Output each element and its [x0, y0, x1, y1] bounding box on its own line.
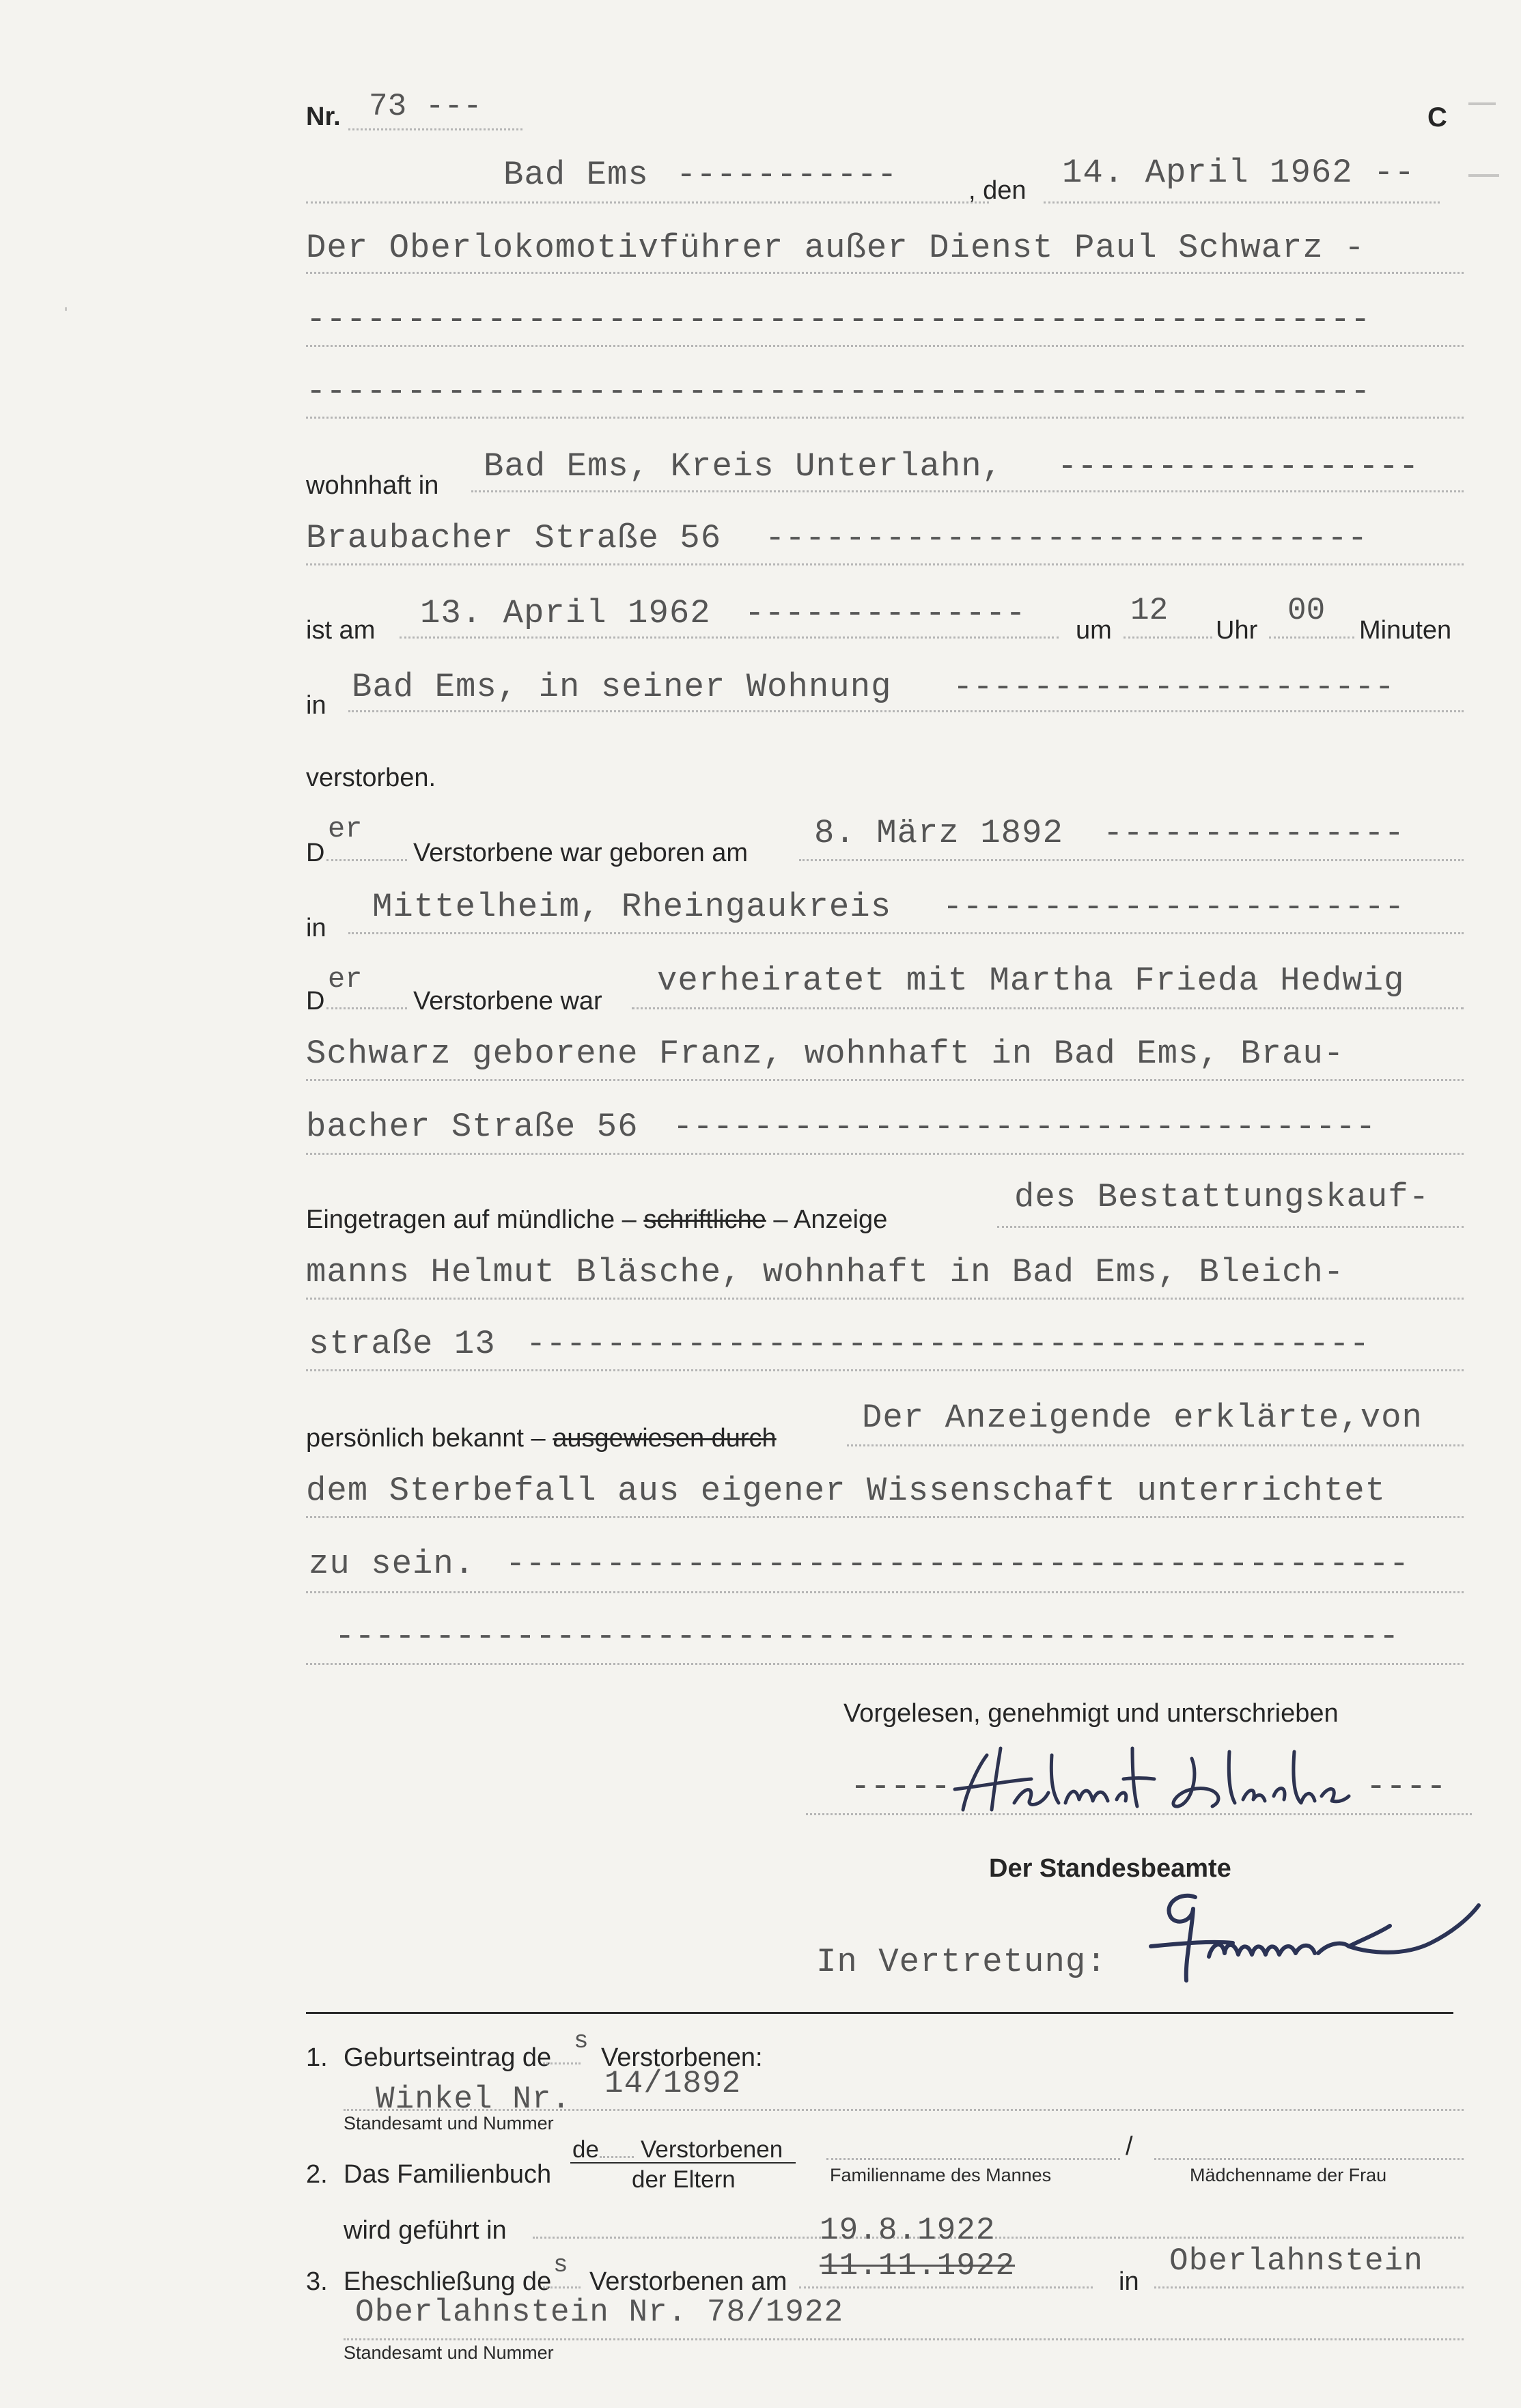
speck [65, 307, 67, 311]
marriage-line-3 [306, 1153, 1464, 1155]
birth-ending: er [328, 813, 363, 845]
declarant-line [306, 272, 1464, 274]
note-3-value-line [344, 2338, 1464, 2340]
in-label: in [306, 691, 326, 720]
filler-dashes: ---------------------- [953, 668, 1395, 706]
filler-dashes: ----- [850, 1767, 951, 1806]
verstorben-label: verstorben. [306, 764, 436, 792]
anzeige-text: – Anzeige [773, 1205, 888, 1234]
death-place: Bad Ems, in seiner Wohnung [352, 668, 892, 706]
note-2-verstorbenen: Verstorbenen [641, 2136, 783, 2163]
note-3-value: Oberlahnstein Nr. 78/1922 [355, 2295, 844, 2330]
nr-label: Nr. [306, 102, 341, 131]
birth-date: 8. März 1892 [814, 814, 1063, 852]
note-1-value-a: Winkel Nr. [376, 2082, 572, 2117]
marriage-text-3: bacher Straße 56 [306, 1108, 639, 1146]
bekannt-label [306, 1424, 777, 1453]
note-2-slash: / [1126, 2132, 1133, 2161]
residence-line-2 [306, 563, 1464, 565]
note-1-label-2: Verstorbenen: [601, 2043, 763, 2072]
section-divider [306, 2012, 1453, 2014]
note-3-label-2: Verstorbenen am [589, 2267, 787, 2296]
bleed-mark [1468, 102, 1496, 105]
husband-name-line [826, 2158, 1120, 2160]
note-2-eltern: der Eltern [632, 2166, 736, 2193]
wohnhaft-label: wohnhaft in [306, 471, 439, 500]
note-1-number: 1. [306, 2043, 328, 2072]
filler-dashes: ---- [1366, 1767, 1447, 1806]
d-prefix: D [306, 987, 325, 1016]
residence-line [471, 490, 1464, 492]
death-minutes: 00 [1287, 593, 1326, 628]
note-2-gefuehrt: wird geführt in [344, 2216, 507, 2245]
blank-line [306, 417, 1464, 419]
registrar-signature [1144, 1878, 1485, 1994]
den-label: , den [968, 176, 1027, 205]
residence-text-2: Braubacher Straße 56 [306, 519, 722, 557]
birth-place-line [348, 932, 1464, 934]
birth-place: Mittelheim, Rheingaukreis [372, 888, 892, 926]
residence-text-1: Bad Ems, Kreis Unterlahn, [484, 447, 1003, 486]
note-3-ending: s [553, 2251, 568, 2279]
filler-dashes: ----------------------------------------------------- [335, 1617, 1399, 1655]
struck-ausgewiesen: ausgewiesen durch [553, 1424, 777, 1453]
filler-dashes: ------------------------------ [765, 519, 1368, 557]
identity-line-1 [847, 1444, 1464, 1446]
wife-name-line [1154, 2158, 1464, 2160]
note-3-label: Eheschließung de [344, 2267, 552, 2296]
marriage-line-1 [632, 1007, 1464, 1009]
blank-line [306, 345, 1464, 347]
d-prefix: D [306, 839, 325, 867]
marriage-text-2: Schwarz geborene Franz, wohnhaft in Bad Ems, Brau- [306, 1035, 1345, 1073]
fraction-rule [570, 2162, 796, 2164]
minutes-line [1269, 636, 1354, 639]
nr-value: 73 --- [369, 89, 482, 124]
ist-am-label: ist am [306, 616, 376, 645]
verheiratet-label: Verstorbene war [413, 987, 602, 1016]
identity-text-1: Der Anzeigende erklärte,von [862, 1399, 1423, 1437]
bleed-mark [1468, 174, 1499, 177]
marriage-line-2 [306, 1079, 1464, 1081]
declarant-signature [949, 1738, 1352, 1823]
ending-line [326, 859, 407, 861]
marriage-ending: er [328, 963, 363, 996]
death-date-line [400, 636, 1059, 639]
standesamt-label-2: Standesamt und Nummer [344, 2342, 554, 2363]
registration-text-1: des Bestattungskauf- [1014, 1178, 1430, 1216]
marriage-date: 19.8.1922 [820, 2213, 996, 2248]
ending-line [600, 2156, 634, 2158]
birth-date-line [799, 859, 1464, 861]
vorgelesen-label: Vorgelesen, genehmigt und unterschrieben [843, 1699, 1339, 1728]
eingetragen-label [306, 1205, 887, 1235]
marriage-place-line [1154, 2286, 1464, 2288]
um-label: um [1076, 616, 1112, 645]
identity-text-3: zu sein. [309, 1545, 475, 1583]
registration-line-2 [306, 1298, 1464, 1300]
death-hour: 12 [1130, 593, 1169, 628]
note-3-in: in [1119, 2267, 1139, 2296]
note-2-frau: Mädchenname der Frau [1190, 2165, 1387, 2185]
date-line [1044, 201, 1440, 204]
death-place-line [348, 710, 1464, 712]
marriage-date-line [799, 2286, 1093, 2288]
standesbeamte-label: Der Standesbeamte [989, 1854, 1231, 1883]
filler-dashes: ----------------------------------------------------- [306, 372, 1371, 410]
identity-line-2 [306, 1516, 1464, 1518]
marriage-date-struck: 11.11.1922 [820, 2248, 1016, 2284]
bekannt-text: persönlich bekannt – [306, 1424, 546, 1453]
uhr-label: Uhr [1216, 616, 1258, 645]
note-3-number: 3. [306, 2267, 328, 2296]
marriage-text-1: verheiratet mit Martha Frieda Hedwig [657, 962, 1405, 1000]
eingetragen-text: Eingetragen auf mündliche – [306, 1205, 637, 1234]
struck-schriftliche: schriftliche [643, 1205, 766, 1234]
class-letter: C [1427, 102, 1447, 132]
registration-text-2: manns Helmut Bläsche, wohnhaft in Bad Ems, Bleich- [306, 1253, 1345, 1291]
note-2-number: 2. [306, 2160, 328, 2189]
identity-line-3 [306, 1591, 1464, 1593]
declarant-text: Der Oberlokomotivführer außer Dienst Paul Schwarz - [306, 229, 1365, 267]
note-2-label: Das Familienbuch [344, 2160, 552, 2189]
death-date: 13. April 1962 [420, 594, 711, 632]
filler-dashes: ----------------------------------- [673, 1108, 1376, 1146]
note-1-value-b: 14/1892 [604, 2066, 742, 2101]
identity-text-2: dem Sterbefall aus eigener Wissenschaft unterrichtet [306, 1472, 1386, 1510]
standesamt-label: Standesamt und Nummer [344, 2113, 554, 2133]
hour-line [1124, 636, 1212, 639]
nr-line [348, 128, 522, 130]
place-value: Bad Ems [503, 156, 649, 194]
note-1-ending: s [574, 2027, 589, 2055]
note-1-label: Geburtseintrag de [344, 2043, 552, 2072]
filler-dashes: ------------------ [1057, 447, 1419, 486]
geboren-label: Verstorbene war geboren am [413, 839, 749, 867]
blank-line [306, 1663, 1464, 1665]
filler-dashes: ----------------------------------------------------- [306, 300, 1371, 339]
filler-dashes: ------------------------------------------ [526, 1325, 1370, 1363]
registration-date: 14. April 1962 -- [1062, 154, 1415, 192]
ending-line [543, 2062, 581, 2064]
in-label: in [306, 914, 326, 942]
place-line [306, 201, 989, 204]
registration-line-1 [997, 1226, 1464, 1228]
familienbuch-line [533, 2237, 1464, 2239]
filler-dashes: ----------------------- [943, 888, 1405, 926]
minuten-label: Minuten [1359, 616, 1452, 645]
note-2-mann: Familienname des Mannes [830, 2165, 1052, 2185]
filler-dashes: -------------- [744, 594, 1026, 632]
filler-dashes: --------------------------------------------- [505, 1545, 1410, 1583]
filler-dashes: --------------- [1103, 814, 1405, 852]
registration-line-3 [306, 1369, 1464, 1371]
filler-dashes: ----------- [676, 156, 897, 194]
ending-line [326, 1007, 407, 1009]
registration-text-3: straße 13 [309, 1325, 496, 1363]
marriage-place: Oberlahnstein [1169, 2243, 1423, 2279]
in-vertretung-label: In Vertretung: [816, 1943, 1107, 1981]
ending-line [543, 2286, 581, 2288]
note-2-de: de [572, 2136, 599, 2163]
